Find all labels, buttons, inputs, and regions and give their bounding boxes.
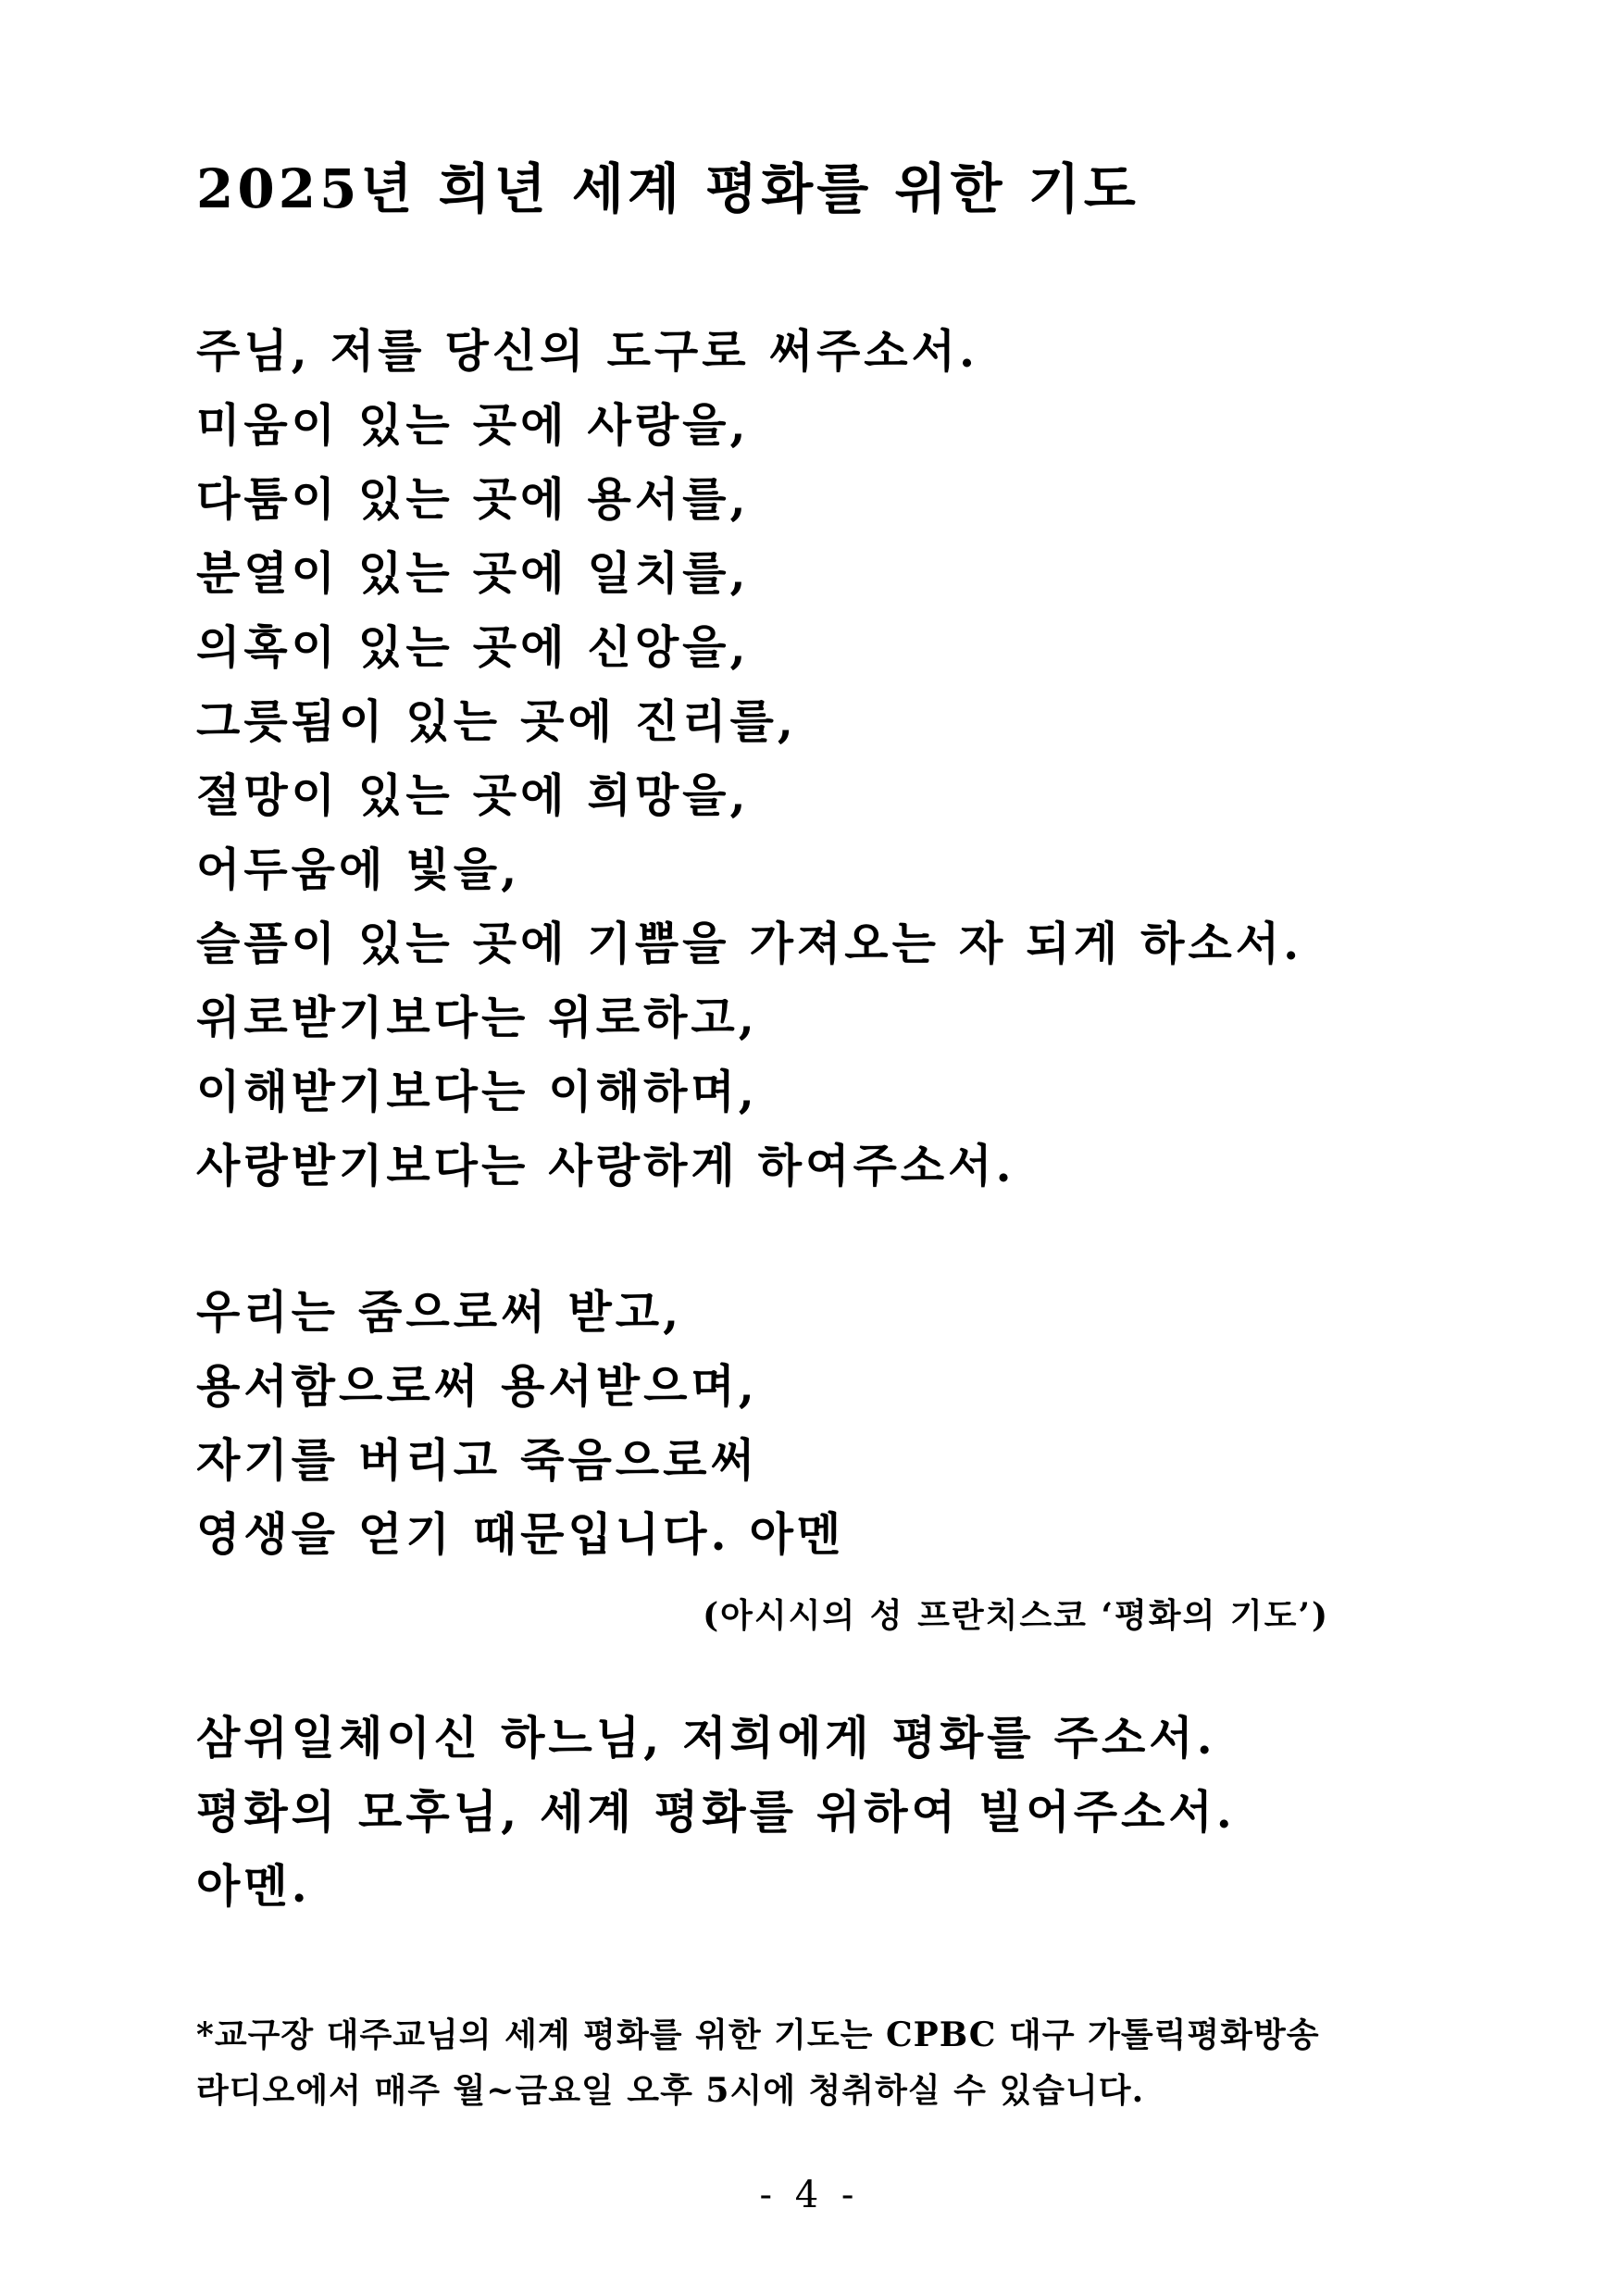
prayer-line: 분열이 있는 곳에 일치를, xyxy=(196,546,750,600)
prayer-line: 사랑받기보다는 사랑하게 하여주소서. xyxy=(196,1139,1015,1192)
prayer-line: 평화의 모후님, 세계 평화를 위하여 빌어주소서. xyxy=(196,1785,1236,1839)
prayer-line: 위로받기보다는 위로하고, xyxy=(196,991,758,1044)
footnote-line: 라디오에서 매주 월~금요일 오후 5시에 청취하실 수 있습니다. xyxy=(196,2071,1145,2110)
prayer-line: 아멘. xyxy=(196,1859,311,1913)
prayer-line: 어두움에 빛을, xyxy=(196,842,521,896)
page-number: - 4 - xyxy=(759,2174,860,2216)
prayer-line: 미움이 있는 곳에 사랑을, xyxy=(196,398,750,452)
prayer-line: 용서함으로써 용서받으며, xyxy=(196,1359,758,1413)
prayer-stanza-1 xyxy=(196,314,1302,1203)
prayer-line: 슬픔이 있는 곳에 기쁨을 가져오는 자 되게 하소서. xyxy=(196,917,1303,970)
prayer-line: 이해받기보다는 이해하며, xyxy=(196,1065,758,1118)
prayer-line: 삼위일체이신 하느님, 저희에게 평화를 주소서. xyxy=(196,1711,1216,1765)
prayer-line: 우리는 줌으로써 받고, xyxy=(196,1285,683,1339)
prayer-line: 그릇됨이 있는 곳에 진리를, xyxy=(196,694,797,748)
footnote-line: *교구장 대주교님의 세계 평화를 위한 기도는 CPBC 대구 가톨릭평화방송 xyxy=(196,2015,1320,2054)
prayer-line: 자기를 버리고 죽음으로써 xyxy=(196,1433,758,1487)
prayer-stanza-2 xyxy=(196,1275,844,1571)
prayer-line: 의혹이 있는 곳에 신앙을, xyxy=(196,620,750,674)
prayer-line: 다툼이 있는 곳에 용서를, xyxy=(196,472,750,526)
prayer-line: 주님, 저를 당신의 도구로 써주소서. xyxy=(196,324,979,378)
footnote xyxy=(196,2007,1320,2118)
prayer-line: 절망이 있는 곳에 희망을, xyxy=(196,768,750,822)
page-title: 2025년 희년 세계 평화를 위한 기도 xyxy=(196,157,1140,220)
prayer-line: 영생을 얻기 때문입니다. 아멘 xyxy=(196,1507,845,1561)
prayer-stanza-3 xyxy=(196,1701,1236,1923)
attribution: (아시시의 성 프란치스코 ‘평화의 기도’) xyxy=(703,1596,1329,1635)
